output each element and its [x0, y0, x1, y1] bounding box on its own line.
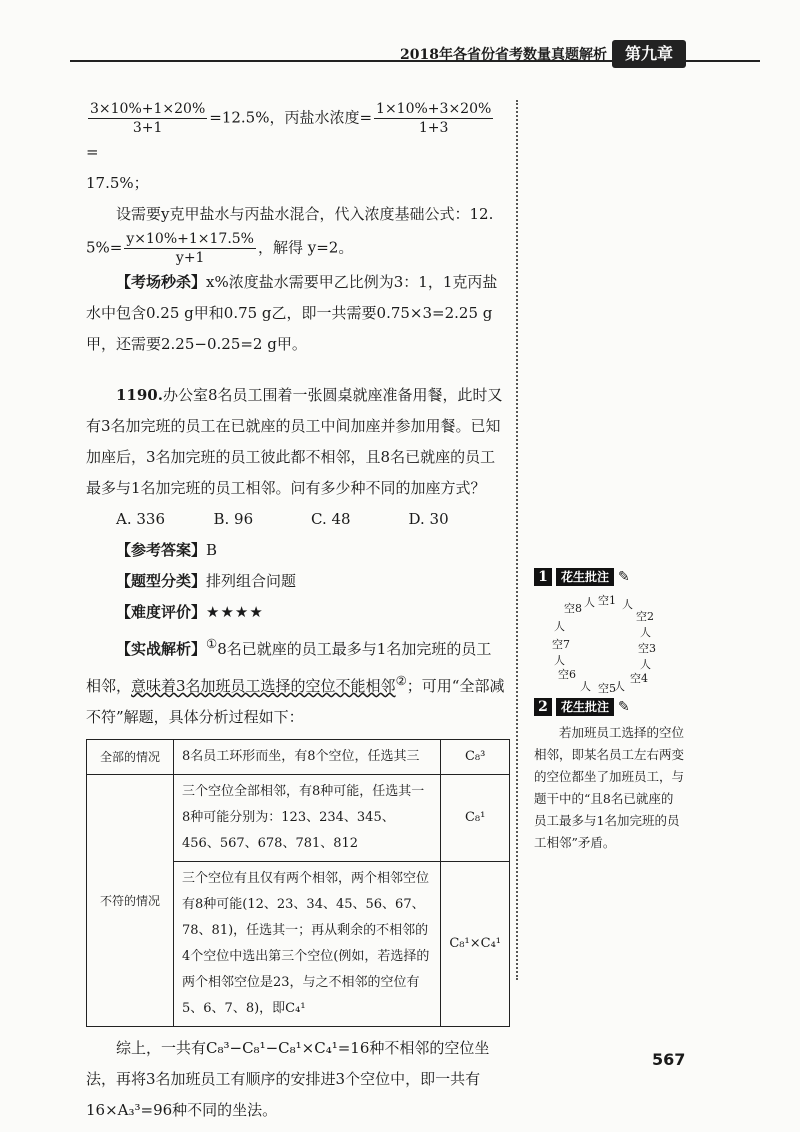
analysis-text: 【实战解析】①8名已就座的员工最多与1名加完班的员工相邻，意味着3名加班员工选择的空位不能相邻②；可用“全部减不符”解题，具体分析过程如下： [86, 636, 505, 726]
answer-line: 【参考答案】B [116, 541, 218, 559]
page-number: 567 [652, 1050, 686, 1069]
option-d: D. 30 [408, 510, 449, 528]
note-label: 花生批注 [556, 698, 614, 716]
side-note-2 [534, 696, 684, 854]
option-c: C. 48 [311, 510, 351, 528]
type-line: 【题型分类】排列组合问题 [116, 572, 297, 590]
difficulty-line: 【难度评价】★★★★ [116, 603, 264, 621]
book-title: 2018年各省份省考数量真题解析 [400, 47, 607, 63]
chapter-badge: 第九章 [612, 40, 686, 68]
options [86, 504, 506, 535]
main-column [86, 100, 506, 1126]
analysis-table [86, 739, 510, 1027]
seat-diagram: 空8 人 空1 人 空2 人 空3 人 空4 人 空5 人 空6 人 空7 人 [552, 594, 656, 695]
question-text: 1190.办公室8名员工围着一张圆桌就座准备用餐，此时又有3名加完班的员工在已就座的员工中间加座并参加用餐。已知加座后，3名加完班的员工彼此都不相邻，且8名已就座的员工最多与1名加完班的员工相邻。问有多少种不同的加座方式？ [86, 386, 503, 497]
formula-line-3: 5%= $\frac{y\times 10\%+1\times 17.5\%}{y+1}$ ，解得 y=2。 [86, 231, 354, 266]
fraction-1: $\frac{3\times 10\%+1\times 20\%}{3+1}$ [90, 101, 206, 136]
setup-text: 设需要y克甲盐水与丙盐水混合，代入浓度基础公式：12. [116, 205, 494, 223]
side-note-1 [534, 566, 684, 712]
pen-icon: ✎ [618, 699, 630, 715]
quick-tip: 【考场秒杀】x%浓度盐水需要甲乙比例为3：1，1克丙盐水中包含0.25 g甲和0.75 g乙，即一共需要0.75×3=2.25 g甲，还需要2.25−0.25=2 g甲。 [86, 273, 498, 353]
pen-icon: ✎ [618, 569, 630, 585]
fraction-3: $\frac{y\times 10\%+1\times 17.5\%}{y+1}$ [126, 231, 254, 266]
formula-line-1: $\frac{3\times 10\%+1\times 20\%}{3+1}$ =12.5%，丙盐水浓度= $\frac{1\times 10\%+3\times 20\%}{1+3}$ = [86, 101, 492, 161]
fraction-2: $\frac{1\times 10\%+3\times 20\%}{1+3}$ [376, 101, 492, 136]
table-row: 三个空位有且仅有两个相邻，两个相邻空位有8种可能(12、23、34、45、56、67、78、81)，任选其一；再从剩余的不相邻的4个空位中选出第三个空位(例如，若选择的两个相邻空位是23，与之不相邻的空位有5、6、7、8)，即C₄¹ C₈¹×C₄¹ [87, 862, 510, 1027]
conclusion-text: 综上，一共有C₈³−C₈¹−C₈¹×C₄¹=16种不相邻的空位坐法，再将3名加班员工有顺序的安排进3个空位中，即一共有16×A₃³=96种不同的坐法。 [86, 1039, 490, 1119]
table-row: 不符的情况 三个空位全部相邻，有8种可能，任选其一8种可能分别为：123、234、345、456、567、678、781、812 C₈¹ [87, 775, 510, 862]
table-row: 全部的情况 8名员工环形而坐，有8个空位，任选其三 C₈³ [87, 740, 510, 775]
column-divider [516, 100, 526, 980]
formula-line-2: 17.5%； [86, 174, 149, 192]
note-number: 2 [534, 698, 552, 716]
note-label: 花生批注 [556, 568, 614, 586]
option-a: A. 336 [116, 510, 165, 528]
analysis-key-point: 意味着3名加班员工选择的空位不能相邻 [131, 677, 396, 695]
option-b: B. 96 [213, 510, 254, 528]
note-2-text: 若加班员工选择的空位相邻，即某名员工左右两变的空位都坐了加班员工，与题干中的“且8名已就座的员工最多与1名加完班的员工相邻”矛盾。 [534, 725, 685, 850]
note-number: 1 [534, 568, 552, 586]
difficulty-stars: ★★★★ [206, 603, 264, 621]
